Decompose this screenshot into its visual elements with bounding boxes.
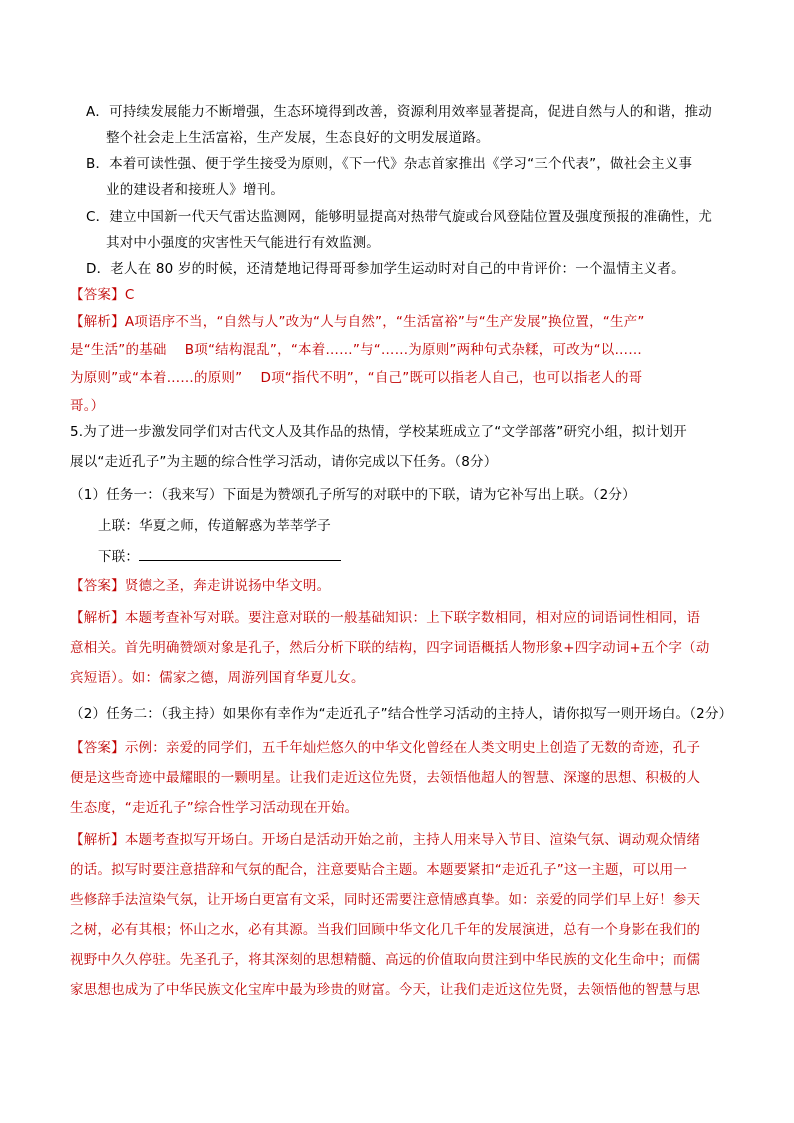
answer-blank [139,546,341,561]
option-a-line2: 整个社会走上生活富裕，生产发展，生态良好的文明发展道路。 [106,130,490,146]
q4-analysis-line2: 是“生活”的基础 B项“结构混乱”，“本着……”与“……为原则”两种句式杂糅，可改为“以…… [70,342,642,358]
q4-analysis-line4: 哥。） [70,398,105,414]
analysis-tag: 【解析】 [70,610,125,626]
q5-stem-line1: 5.为了进一步激发同学们对古代文人及其作品的热情，学校某班成立了“文学部落”研究小组，拟计划开 [70,424,687,440]
option-d: D．老人在 80 岁的时候，还清楚地记得哥哥参加学生运动时对自己的中肯评价：一个温情主义者。 [86,261,685,277]
q5-task2: （2）任务二：（我主持）如果你有幸作为“走近孔子”结合性学习活动的主持人，请你拟写一则开场白。（2分） [70,706,733,722]
couplet-lower [98,546,341,567]
option-c-line1: C．建立中国新一代天气雷达监测网，能够明显提高对热带气旋或台风登陆位置及强度预报的准确性，尤 [86,209,713,225]
q4-answer [70,285,134,305]
answer-tag: 【答案】 [70,578,125,594]
t2-analysis-line3: 些修辞手法渲染气氛，让开场白更富有文采，同时还需要注意情感真挚。如：亲爱的同学们早上好！参天 [70,892,701,908]
lower-label: 下联： [98,549,140,565]
option-b-line1: B．本着可读性强、便于学生接受为原则，《下一代》杂志首家推出《学习“三个代表”，做社会主义事 [86,156,693,172]
t1-analysis-line3: 宾短语）。如：儒家之德，周游列国育华夏儿女。 [70,670,365,686]
analysis-tag: 【解析】 [70,314,125,330]
t2-analysis-line1: 【解析】本题考查拟写开场白。开场白是活动开始之前，主持人用来导入节目、渲染气氛、调动观众情绪 [70,832,701,848]
t2-analysis-line5: 视野中久久停驻。先圣孔子，将其深刻的思想精髓、高远的价值取向贯注到中华民族的文化生命中；而儒 [70,952,701,968]
t2-analysis-line6: 家思想也成为了中华民族文化宝库中最为珍贵的财富。今天，让我们走近这位先贤，去领悟他的智慧与思 [70,982,701,998]
q5-stem-line2: 展以“走近孔子”为主题的综合性学习活动，请你完成以下任务。（8分） [70,454,498,470]
t1-analysis-line2: 意相关。首先明确赞颂对象是孔子，然后分析下联的结构，四字词语概括人物形象+四字动词+五个字（动 [70,640,710,656]
option-c-line2: 其对中小强度的灾害性天气能进行有效监测。 [106,235,380,251]
t1-analysis-line1: 【解析】本题考查补写对联。要注意对联的一般基础知识：上下联字数相同，相对应的词语词性相同，语 [70,610,701,626]
t2-answer-line1: 【答案】示例：亲爱的同学们，五千年灿烂悠久的中华文化曾经在人类文明史上创造了无数的奇迹，孔子 [70,740,701,756]
t1-answer: 【答案】贤德之圣，奔走讲说扬中华文明。 [70,578,331,594]
q4-analysis-line3: 为原则”或“本着……的原则” D项“指代不明”，“自己”既可以指老人自己，也可以指老人的哥 [70,370,643,386]
t2-answer-line2: 便是这些奇迹中最耀眼的一颗明星。让我们走近这位先贤，去领悟他超人的智慧、深邃的思想、积极的人 [70,770,701,786]
answer-tag: 【答案】 [70,287,125,303]
option-b-line2: 业的建设者和接班人》增刊。 [106,182,285,198]
analysis-tag: 【解析】 [70,832,125,848]
q5-task1: （1）任务一：（我来写）下面是为赞颂孔子所写的对联中的下联，请为它补写出上联。（2分） [70,487,636,503]
q4-analysis-line1: 【解析】A项语序不当，“自然与人”改为“人与自然”，“生活富裕”与“生产发展”换位置，“生产” [70,314,645,330]
answer-tag: 【答案】 [70,740,125,756]
t2-analysis-line4: 之树，必有其根；怀山之水，必有其源。当我们回顾中华文化几千年的发展演进，总有一个身影在我们的 [70,922,701,938]
answer-value: C [124,287,135,303]
t2-analysis-line2: 的话。拟写时要注意措辞和气氛的配合，注意要贴合主题。本题要紧扣“走近孔子”这一主题，可以用一 [70,862,688,878]
couplet-upper: 上联：华夏之师，传道解惑为莘莘学子 [98,518,331,534]
option-a-line1: A．可持续发展能力不断增强，生态环境得到改善，资源利用效率显著提高，促进自然与人的和谐，推动 [86,104,712,120]
t2-answer-line3: 生态度，“走近孔子”综合性学习活动现在开始。 [70,800,359,816]
